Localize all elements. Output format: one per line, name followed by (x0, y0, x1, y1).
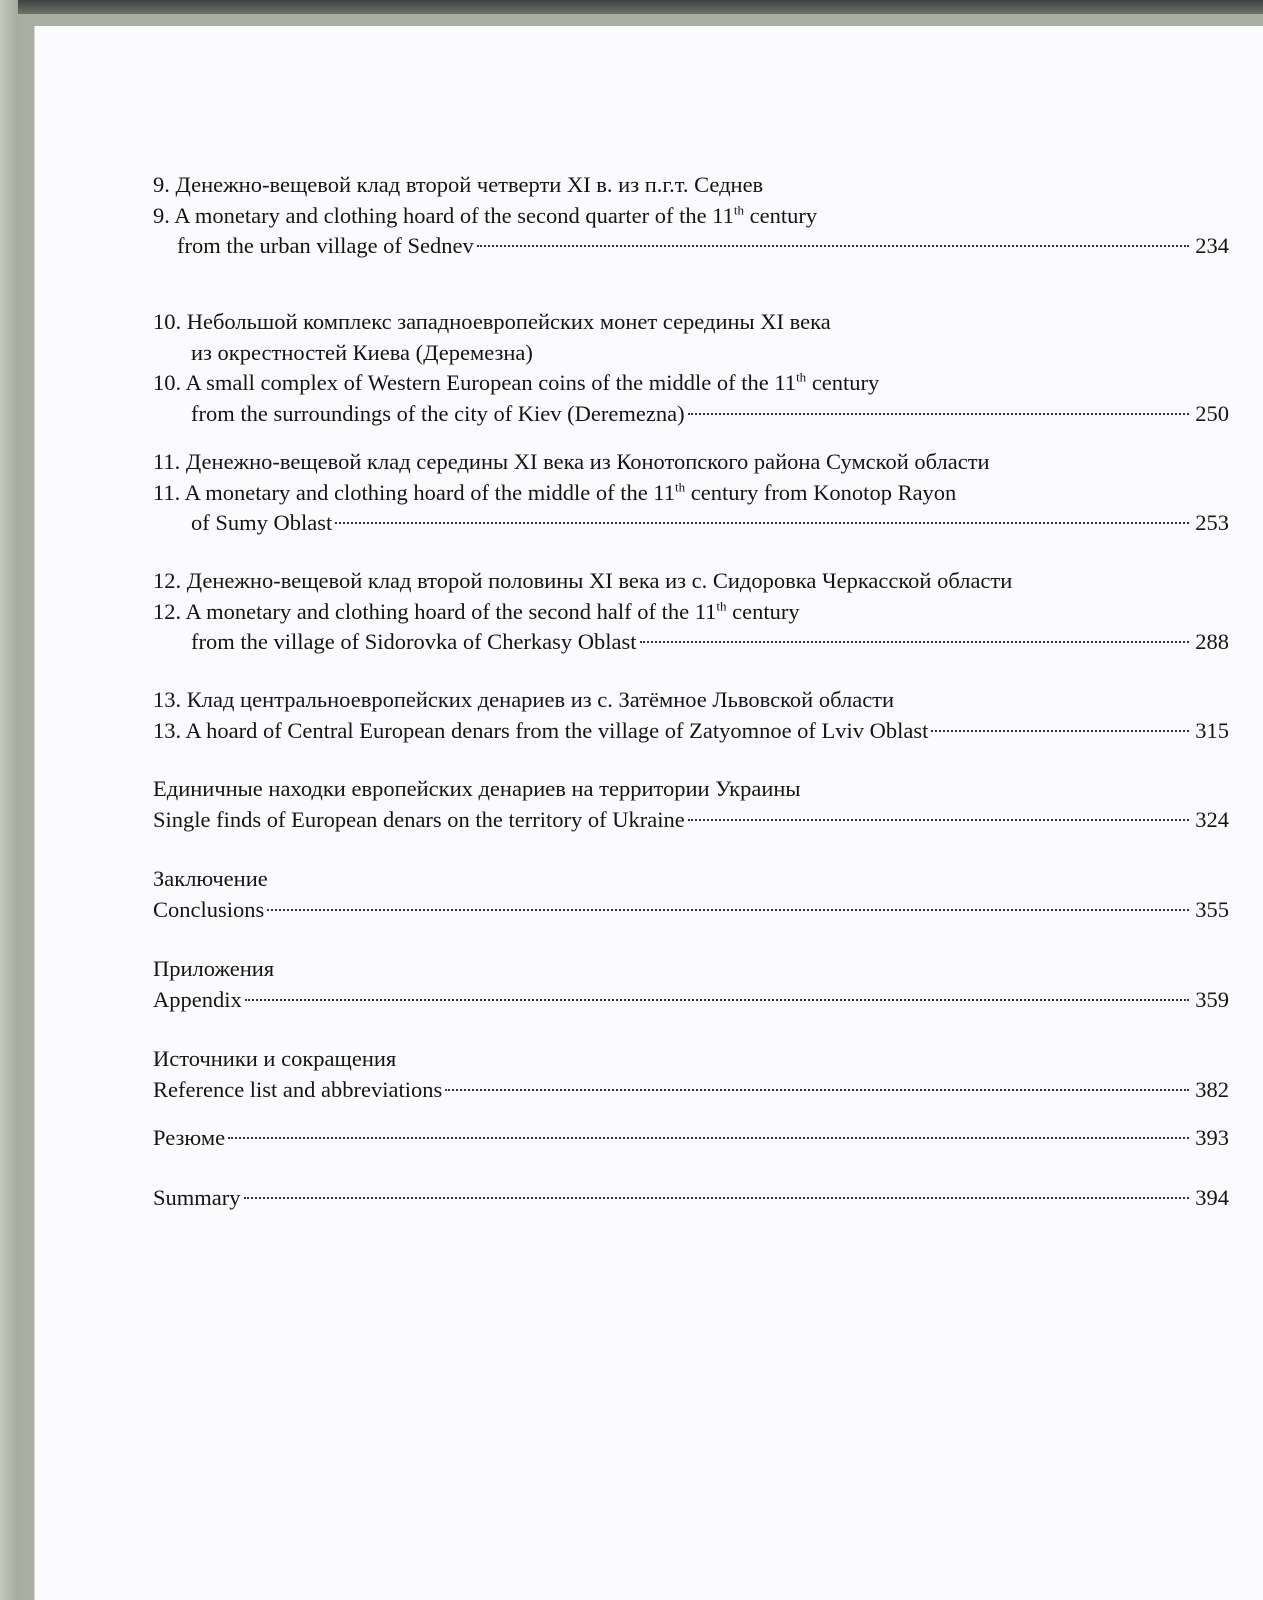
toc-line (153, 685, 1229, 716)
ordinal-suffix: th (733, 202, 745, 217)
dot-leader (688, 819, 1190, 821)
ordinal-suffix: th (674, 479, 686, 494)
toc-entry (153, 1183, 1229, 1214)
dot-leader (335, 522, 1189, 524)
dot-leader (445, 1089, 1189, 1091)
toc-page (34, 26, 1263, 1600)
toc-text-part: century (806, 370, 880, 395)
toc-entry (153, 774, 1229, 835)
toc-line-text: from the surroundings of the city of Kiev (Deremezna) (191, 400, 685, 426)
toc-line-text: 10. Небольшой комплекс западноевропейских монет середины XI века (153, 309, 831, 334)
toc-entry (153, 685, 1229, 746)
toc-line-with-page (153, 1183, 1229, 1214)
toc-entry (153, 954, 1229, 1015)
toc-line (153, 774, 1229, 805)
toc-line-with-page (153, 399, 1229, 430)
toc-line-text (153, 201, 817, 232)
dot-leader (688, 413, 1190, 415)
toc-line-text (153, 478, 956, 509)
page-number: 359 (1195, 986, 1229, 1012)
toc-line-text: Conclusions (153, 896, 265, 922)
toc-line-text: Appendix (153, 986, 242, 1012)
toc-line-text: Summary (153, 1185, 241, 1210)
toc-text-part: 11. A monetary and clothing hoard of the middle of the 11 (153, 479, 675, 505)
toc-line-text: Reference list and abbreviations (153, 1076, 443, 1102)
page-number: 394 (1195, 1185, 1229, 1210)
toc-line-text: Заключение (153, 866, 268, 891)
toc-text-part: 9. A monetary and clothing hoard of the second quarter of the 11 (153, 202, 734, 228)
toc-text-part: century (744, 202, 818, 228)
toc-line (153, 597, 1229, 628)
toc-line-text: 12. Денежно-вещевой клад второй половины XI века из с. Сидоровка Черкасской области (153, 568, 1013, 593)
dot-leader (244, 1197, 1190, 1199)
toc-line (153, 368, 1229, 399)
toc-line-text (153, 597, 800, 628)
page-number: 382 (1195, 1076, 1229, 1102)
toc-line-text: из окрестностей Киева (Деремезна) (191, 339, 533, 365)
toc-line (153, 478, 1229, 509)
ordinal-suffix: th (716, 598, 727, 613)
dot-leader (640, 641, 1190, 643)
toc-line-text: of Sumy Oblast (191, 510, 333, 535)
toc-line-with-page (153, 231, 1229, 262)
dot-leader (931, 730, 1189, 732)
toc-line-text (153, 368, 879, 399)
toc-line-text: 11. Денежно-вещевой клад середины XI века из Конотопского района Сумской области (153, 449, 990, 474)
toc-line (153, 201, 1229, 232)
toc-entry (153, 566, 1229, 658)
page-number: 250 (1195, 400, 1229, 426)
book-top-edge (18, 0, 1263, 14)
dot-leader (477, 245, 1189, 247)
page-number: 315 (1195, 717, 1229, 743)
toc-line-with-page (153, 805, 1229, 836)
ordinal-suffix: th (796, 369, 807, 385)
toc-line-text: 13. A hoard of Central European denars from the village of Zatyomnoe of Lviv Oblast (153, 717, 929, 743)
toc-line-text: 13. Клад центральноевропейских денариев из с. Затёмное Львовской области (153, 687, 895, 712)
book-spine-shadow (0, 0, 18, 1600)
page-number: 355 (1195, 896, 1229, 922)
page-number: 253 (1195, 510, 1229, 535)
toc-line-text: from the urban village of Sednev (177, 233, 474, 258)
toc-line (153, 447, 1229, 478)
toc-text-part: 12. A monetary and clothing hoard of the second half of the 11 (153, 598, 717, 624)
toc-line-with-page (153, 985, 1229, 1016)
toc-line (153, 954, 1229, 985)
toc-line (153, 566, 1229, 597)
toc-line (153, 338, 1229, 369)
toc-entry (153, 170, 1229, 262)
toc-line-text: Единичные находки европейских денариев на территории Украины (153, 776, 801, 801)
toc-line (153, 307, 1229, 338)
toc-line-with-page (153, 1075, 1229, 1106)
toc-line-text: Приложения (153, 956, 275, 981)
dot-leader (245, 999, 1190, 1001)
toc-entry (153, 1123, 1229, 1154)
toc-text-part: century (726, 598, 800, 624)
toc-line (153, 864, 1229, 895)
toc-line (153, 170, 1229, 201)
toc-line (153, 1044, 1229, 1075)
page-number: 324 (1195, 806, 1229, 832)
toc-text-part: century from Konotop Rayon (685, 479, 957, 505)
dot-leader (228, 1137, 1189, 1139)
toc-text-part: 10. A small complex of Western European coins of the middle of the 11 (153, 370, 797, 395)
toc-line-text: Источники и сокращения (153, 1046, 397, 1071)
toc-entry (153, 447, 1229, 539)
toc-line-with-page (153, 716, 1229, 747)
toc-line-with-page (153, 627, 1229, 658)
toc-line-with-page (153, 508, 1229, 539)
toc-entry (153, 1044, 1229, 1105)
toc-line-text: Single finds of European denars on the territory of Ukraine (153, 806, 685, 832)
toc-line-text: Резюме (153, 1125, 226, 1150)
page-number: 393 (1195, 1125, 1229, 1150)
toc-line-with-page (153, 895, 1229, 926)
dot-leader (267, 909, 1189, 911)
toc-entry (153, 307, 1229, 429)
toc-line-text: 9. Денежно-вещевой клад второй четверти XI в. из п.г.т. Седнев (153, 172, 764, 197)
toc-entry (153, 864, 1229, 925)
toc-line-with-page (153, 1123, 1229, 1154)
page-number: 234 (1195, 233, 1229, 258)
toc-line-text: from the village of Sidorovka of Cherkasy Oblast (191, 629, 637, 654)
page-number: 288 (1195, 629, 1229, 654)
